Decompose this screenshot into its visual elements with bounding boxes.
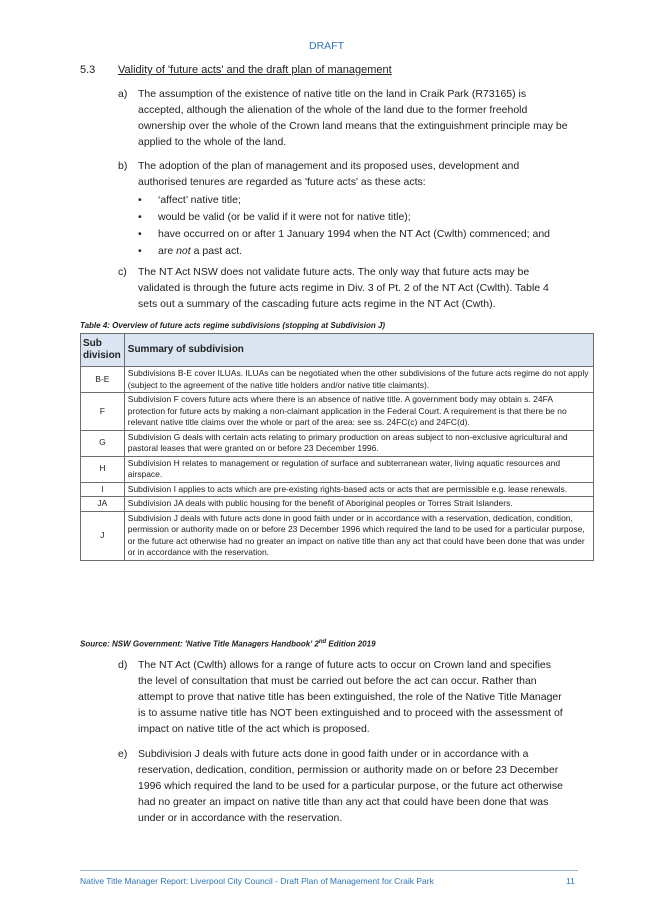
bullet-item — [138, 243, 568, 260]
bullet-text-emphasis: not — [176, 245, 191, 257]
paragraph-c-label: c) — [118, 266, 127, 278]
table-header-row — [81, 334, 594, 367]
bullet-text-pre: are — [158, 245, 177, 257]
bullet-item: • have occurred on or after 1 January 1994 when the NT Act (Cwlth) commenced; and — [138, 226, 568, 243]
bullet-text-post: a past act. — [190, 245, 243, 257]
table-row — [81, 511, 594, 560]
subdivision-summary: Subdivision J deals with future acts done in good faith under or in accordance with a reservation, dedication, condition, permission or authority made on or before 23 December 1996 which required the land to be used for a particular purpose, or the future act otherwise had no greater an impact on native title than any act that could have been done that was under or in accordance with the reservation. — [124, 511, 593, 560]
subdivision-summary: Subdivision I applies to acts which are pre-existing rights-based acts or acts that are permissible e.g. lease renewals. — [124, 482, 593, 497]
subdivision-code: I — [81, 482, 125, 497]
paragraph-d-label: d) — [118, 659, 128, 671]
paragraph-b — [118, 158, 568, 260]
paragraph-c — [118, 264, 568, 312]
subdivision-summary: Subdivision JA deals with public housing for the benefit of Aboriginal peoples or Torres Strait Islanders. — [124, 497, 593, 512]
subdivision-code: G — [81, 430, 125, 456]
paragraph-c-text: The NT Act NSW does not validate future acts. The only way that future acts may be validated is through the future acts regime in Div. 3 of Pt. 2 of the NT Act (Cwlth). Table 4 sets out a summary of the cascading future acts regime in the NT Act (Cwth). — [138, 266, 549, 310]
footer-title: Native Title Manager Report: Liverpool City Council - Draft Plan of Management for Craik Park — [80, 876, 434, 886]
subdivision-code: J — [81, 511, 125, 560]
paragraph-d — [118, 657, 568, 737]
paragraph-a-text: The assumption of the existence of native title on the land in Craik Park (R73165) is accepted, although the alienation of the whole of the land due to the former freehold ownership over the whole of the Crown land means that the extinguishment principle may be applied to the whole of the land. — [138, 88, 568, 148]
bullet-item: • would be valid (or be valid if it were not for native title); — [138, 209, 568, 226]
paragraph-e-label: e) — [118, 748, 128, 760]
paragraph-b-bullet-list — [138, 192, 568, 260]
paragraph-a-label: a) — [118, 88, 128, 100]
source-superscript: nd — [318, 639, 327, 645]
subdivision-summary: Subdivision G deals with certain acts relating to primary production on areas subject to non-exclusive agricultural and pastoral leases that were granted on or before 23 December 1996. — [124, 430, 593, 456]
paragraph-b-label: b) — [118, 160, 128, 172]
table-row — [81, 482, 594, 497]
subdivision-summary: Subdivision F covers future acts where there is an absence of native title. A government body may obtain s. 24FA protection for future acts by making a non-claimant application in the Federal Court. A requirement is that there be no relevant native title claims over the whole or part of the area: see ss. 24FC(c) and 24FC(d). — [124, 393, 593, 431]
paragraph-e — [118, 746, 568, 826]
footer-divider — [80, 870, 578, 871]
subdivision-summary: Subdivision H relates to management or regulation of surface and subterranean water, living aquatic resources and airspace. — [124, 456, 593, 482]
source-text-end: Edition 2019 — [326, 639, 376, 649]
subdivision-code: F — [81, 393, 125, 431]
table-row — [81, 456, 594, 482]
section-number: 5.3 — [80, 64, 96, 76]
subdivision-code: JA — [81, 497, 125, 512]
draft-watermark-label: DRAFT — [309, 40, 344, 52]
page-number: 11 — [566, 876, 575, 886]
paragraph-a — [118, 86, 568, 150]
section-title: Validity of 'future acts' and the draft plan of management — [118, 64, 392, 76]
subdivision-code: H — [81, 456, 125, 482]
table-row — [81, 497, 594, 512]
subdivision-code: B-E — [81, 367, 125, 393]
bullet-item: • ‘affect’ native title; — [138, 192, 568, 209]
paragraph-d-text: The NT Act (Cwlth) allows for a range of future acts to occur on Crown land and specifies the level of consultation that must be carried out before the act can occur. Rather than attempt to prove that native title has been extinguished, the role of the Native Title Manager is to assume native title has NOT been extinguished and to proceed with the assessment of impact on native title of the act which is proposed. — [138, 659, 563, 735]
table-row — [81, 367, 594, 393]
col-header-summary: Summary of subdivision — [124, 334, 593, 367]
subdivision-summary: Subdivisions B-E cover ILUAs. ILUAs can be negotiated when the other subdivisions of the future acts regime do not apply (subject to the agreement of the native title holders and/or native title claimants). — [124, 367, 593, 393]
paragraph-b-text: The adoption of the plan of management and its proposed uses, development and authorised tenures are regarded as 'future acts' as these acts: — [138, 160, 520, 188]
source-text: Source: NSW Government: 'Native Title Managers Handbook' 2 — [80, 639, 319, 649]
table-caption: Table 4: Overview of future acts regime subdivisions (stopping at Subdivision J) — [80, 321, 386, 330]
col-header-sub-division: Sub division — [81, 334, 125, 367]
paragraph-e-text: Subdivision J deals with future acts done in good faith under or in accordance with a reservation, dedication, condition, permission or authority made on or before 23 December 1996 which required the land to be used for a particular purpose, or the future act otherwise had no greater an impact on native title than any act that could have been done that was under or in accordance with the reservation. — [138, 748, 563, 824]
table-row — [81, 430, 594, 456]
table-row — [81, 393, 594, 431]
subdivision-table — [80, 333, 594, 561]
section-heading — [80, 64, 392, 76]
table-source-note — [80, 639, 376, 649]
